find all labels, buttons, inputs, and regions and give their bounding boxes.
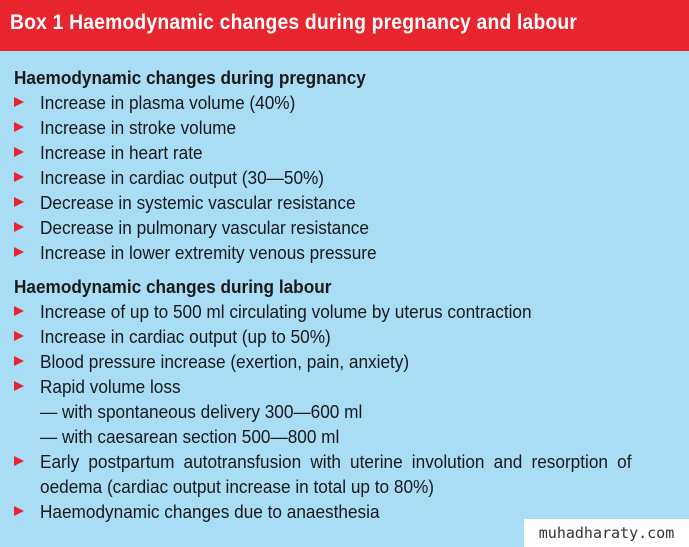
box-title: Box 1 Haemodynamic changes during pregnancy and labour: [10, 11, 578, 34]
list-item: Increase in cardiac output (30—50%): [14, 165, 682, 190]
labour-heading: Haemodynamic changes during labour: [14, 276, 332, 297]
labour-list-continued: [14, 449, 682, 524]
bullet-triangle-icon: [14, 222, 24, 232]
bullet-triangle-icon: [14, 381, 24, 391]
watermark: muhadharaty.com: [524, 519, 689, 547]
list-item: Haemodynamic changes due to anaesthesia: [14, 499, 682, 524]
pregnancy-list: [14, 90, 682, 265]
list-item: Increase in lower extremity venous pressure: [14, 240, 682, 265]
sub-item: — with spontaneous delivery 300—600 ml: [40, 401, 363, 422]
bullet-triangle-icon: [14, 331, 24, 341]
bullet-triangle-icon: [14, 456, 24, 466]
list-item: Increase in plasma volume (40%): [14, 90, 682, 115]
list-item: Blood pressure increase (exertion, pain, anxiety): [14, 349, 682, 374]
bullet-triangle-icon: [14, 197, 24, 207]
box-content: [14, 66, 682, 524]
bullet-triangle-icon: [14, 172, 24, 182]
list-item: Decrease in pulmonary vascular resistance: [14, 215, 682, 240]
list-item: Early postpartum autotransfusion with uterine involution and resorption ofoedema (cardiac output increase in total up to 80%): [14, 449, 682, 499]
box-header: [0, 0, 689, 51]
list-item: Increase in cardiac output (up to 50%): [14, 324, 682, 349]
bullet-triangle-icon: [14, 247, 24, 257]
list-item: Increase of up to 500 ml circulating volume by uterus contraction: [14, 299, 682, 324]
labour-list: [14, 299, 682, 399]
list-item: Decrease in systemic vascular resistance: [14, 190, 682, 215]
bullet-triangle-icon: [14, 97, 24, 107]
bullet-triangle-icon: [14, 506, 24, 516]
bullet-triangle-icon: [14, 356, 24, 366]
bullet-triangle-icon: [14, 306, 24, 316]
sub-item: — with caesarean section 500—800 ml: [40, 426, 340, 447]
bullet-triangle-icon: [14, 122, 24, 132]
pregnancy-heading: Haemodynamic changes during pregnancy: [14, 67, 366, 88]
list-item: Increase in stroke volume: [14, 115, 682, 140]
bullet-triangle-icon: [14, 147, 24, 157]
list-item: Rapid volume loss: [14, 374, 682, 399]
list-item: Increase in heart rate: [14, 140, 682, 165]
